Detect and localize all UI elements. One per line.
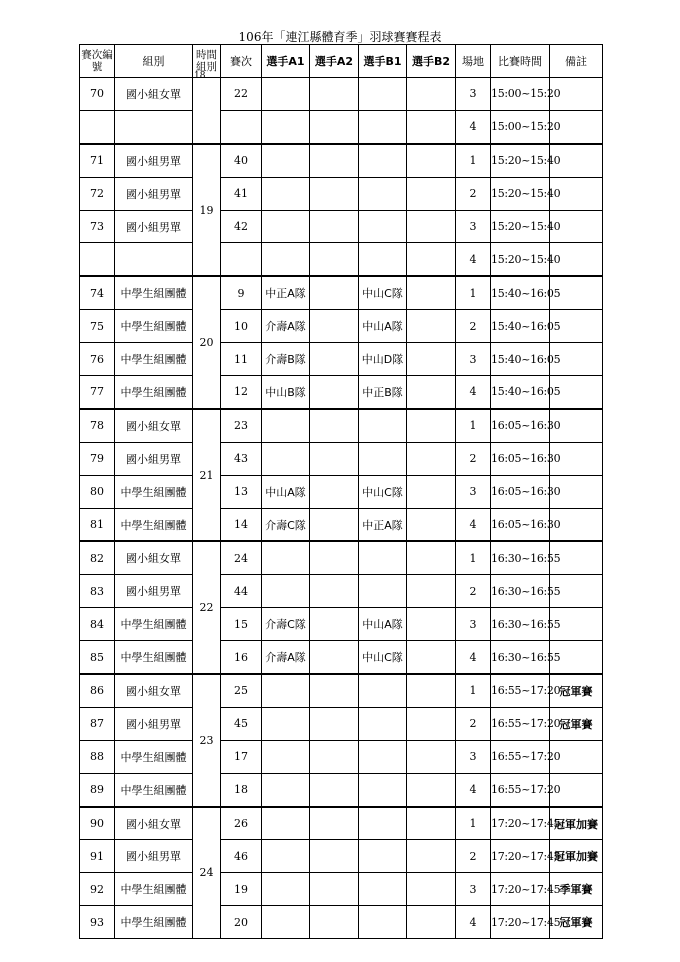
player-a2-cell: [310, 773, 359, 806]
player-b1-cell: [359, 674, 407, 707]
player-b2-cell: [407, 210, 456, 243]
match-time-cell: 16:30~16:55: [491, 541, 550, 574]
table-row: [80, 575, 603, 608]
player-b2-cell: [407, 243, 456, 276]
player-b1-cell: [359, 243, 407, 276]
match-number-cell: 74: [80, 276, 115, 309]
table-row: [80, 376, 603, 409]
player-a1-cell: 中山A隊: [262, 475, 310, 508]
match-number-cell: 86: [80, 674, 115, 707]
header-row: [80, 45, 603, 78]
group-cell: 國小組男單: [115, 575, 193, 608]
match-cell: 14: [221, 508, 262, 541]
court-cell: 4: [456, 906, 491, 939]
match-number-cell: 72: [80, 177, 115, 210]
player-b2-cell: [407, 177, 456, 210]
match-cell: 10: [221, 310, 262, 343]
match-time-cell: 16:05~16:30: [491, 442, 550, 475]
court-cell: 2: [456, 840, 491, 873]
group-cell: 國小組女單: [115, 409, 193, 442]
player-b1-cell: [359, 210, 407, 243]
player-a2-cell: [310, 707, 359, 740]
player-a1-cell: [262, 409, 310, 442]
player-a1-cell: [262, 873, 310, 906]
court-cell: 3: [456, 740, 491, 773]
match-time-cell: 16:30~16:55: [491, 575, 550, 608]
match-time-cell: 15:20~15:40: [491, 210, 550, 243]
player-b1-cell: 中正B隊: [359, 376, 407, 409]
match-time-cell: 17:20~17:45: [491, 840, 550, 873]
player-a1-cell: [262, 773, 310, 806]
match-number-cell: 81: [80, 508, 115, 541]
player-a2-cell: [310, 409, 359, 442]
court-cell: 1: [456, 276, 491, 309]
col-header-notes: 備註: [550, 45, 603, 78]
player-b2-cell: [407, 740, 456, 773]
match-cell: [221, 243, 262, 276]
player-a1-cell: [262, 243, 310, 276]
match-time-cell: 15:40~16:05: [491, 276, 550, 309]
player-b2-cell: [407, 541, 456, 574]
player-a2-cell: [310, 873, 359, 906]
table-row: [80, 906, 603, 939]
match-cell: 16: [221, 641, 262, 674]
match-cell: 23: [221, 409, 262, 442]
group-cell: [115, 110, 193, 143]
player-b1-cell: [359, 773, 407, 806]
match-cell: 18: [221, 773, 262, 806]
match-time-cell: 16:55~17:20: [491, 674, 550, 707]
table-row: [80, 641, 603, 674]
table-row: [80, 276, 603, 309]
table-row: [80, 144, 603, 177]
note-cell: 冠軍賽: [550, 906, 603, 939]
player-b2-cell: [407, 376, 456, 409]
match-cell: 13: [221, 475, 262, 508]
player-b1-cell: 中山D隊: [359, 343, 407, 376]
match-cell: 17: [221, 740, 262, 773]
match-cell: 12: [221, 376, 262, 409]
court-cell: 2: [456, 310, 491, 343]
player-b2-cell: [407, 608, 456, 641]
group-cell: 國小組女單: [115, 674, 193, 707]
player-b2-cell: [407, 475, 456, 508]
group-cell: 國小組男單: [115, 144, 193, 177]
match-cell: 40: [221, 144, 262, 177]
group-cell: 中學生組團體: [115, 906, 193, 939]
player-a2-cell: [310, 740, 359, 773]
match-cell: 20: [221, 906, 262, 939]
player-b1-cell: [359, 177, 407, 210]
court-cell: 1: [456, 807, 491, 840]
player-b1-cell: [359, 110, 407, 143]
match-number-cell: [80, 243, 115, 276]
match-time-cell: 15:00~15:20: [491, 110, 550, 143]
court-cell: 3: [456, 78, 491, 111]
player-a1-cell: [262, 110, 310, 143]
player-b2-cell: [407, 674, 456, 707]
note-cell: 季軍賽: [550, 873, 603, 906]
match-cell: [221, 110, 262, 143]
match-number-cell: 89: [80, 773, 115, 806]
player-b1-cell: 中山C隊: [359, 276, 407, 309]
table-row: [80, 608, 603, 641]
player-a2-cell: [310, 840, 359, 873]
player-a2-cell: [310, 343, 359, 376]
group-cell: 中學生組團體: [115, 608, 193, 641]
player-b2-cell: [407, 110, 456, 143]
table-row: [80, 807, 603, 840]
player-b2-cell: [407, 641, 456, 674]
player-b1-cell: [359, 144, 407, 177]
match-number-cell: 77: [80, 376, 115, 409]
match-cell: 41: [221, 177, 262, 210]
player-a1-cell: 介壽A隊: [262, 310, 310, 343]
match-cell: 15: [221, 608, 262, 641]
player-a1-cell: 中山B隊: [262, 376, 310, 409]
group-cell: 中學生組團體: [115, 641, 193, 674]
player-b1-cell: [359, 906, 407, 939]
court-cell: 4: [456, 641, 491, 674]
match-time-cell: 15:20~15:40: [491, 144, 550, 177]
player-b2-cell: [407, 343, 456, 376]
court-cell: 3: [456, 210, 491, 243]
match-cell: 11: [221, 343, 262, 376]
player-b1-cell: 中山A隊: [359, 310, 407, 343]
group-cell: 國小組男單: [115, 177, 193, 210]
table-row: [80, 177, 603, 210]
player-a1-cell: [262, 78, 310, 111]
player-a1-cell: 介壽B隊: [262, 343, 310, 376]
match-cell: 19: [221, 873, 262, 906]
player-b2-cell: [407, 508, 456, 541]
player-a2-cell: [310, 475, 359, 508]
court-cell: 4: [456, 110, 491, 143]
group-cell: 中學生組團體: [115, 310, 193, 343]
match-cell: 44: [221, 575, 262, 608]
match-cell: 26: [221, 807, 262, 840]
player-a2-cell: [310, 144, 359, 177]
match-time-cell: 17:20~17:45: [491, 906, 550, 939]
player-a2-cell: [310, 807, 359, 840]
group-cell: 中學生組團體: [115, 376, 193, 409]
schedule-table: [79, 44, 603, 939]
court-cell: 2: [456, 442, 491, 475]
court-cell: 1: [456, 409, 491, 442]
player-b2-cell: [407, 906, 456, 939]
match-cell: 46: [221, 840, 262, 873]
match-time-cell: 16:05~16:30: [491, 409, 550, 442]
match-number-cell: 91: [80, 840, 115, 873]
col-header-player-b2: 選手B2: [407, 45, 456, 78]
table-row: [80, 78, 603, 111]
court-cell: 3: [456, 873, 491, 906]
match-number-cell: 73: [80, 210, 115, 243]
match-time-cell: 15:40~16:05: [491, 343, 550, 376]
player-a2-cell: [310, 276, 359, 309]
player-a1-cell: 介壽C隊: [262, 608, 310, 641]
player-b2-cell: [407, 840, 456, 873]
col-header-player-b1: 選手B1: [359, 45, 407, 78]
col-header-match-time: 比賽時間: [491, 45, 550, 78]
player-a1-cell: [262, 144, 310, 177]
match-time-cell: 16:55~17:20: [491, 707, 550, 740]
player-b1-cell: [359, 541, 407, 574]
match-cell: 45: [221, 707, 262, 740]
player-a1-cell: [262, 740, 310, 773]
player-b2-cell: [407, 707, 456, 740]
player-a2-cell: [310, 177, 359, 210]
table-row: [80, 409, 603, 442]
court-cell: 1: [456, 541, 491, 574]
match-number-cell: 71: [80, 144, 115, 177]
match-cell: 25: [221, 674, 262, 707]
match-time-cell: 15:20~15:40: [491, 243, 550, 276]
player-b1-cell: [359, 807, 407, 840]
time-group-cell: 23: [193, 674, 221, 807]
group-cell: 國小組女單: [115, 807, 193, 840]
player-b1-cell: [359, 740, 407, 773]
player-b2-cell: [407, 773, 456, 806]
col-header-match: 賽次: [221, 45, 262, 78]
player-a1-cell: 中正A隊: [262, 276, 310, 309]
time-group-cell: 24: [193, 807, 221, 939]
table-row: [80, 475, 603, 508]
player-b2-cell: [407, 575, 456, 608]
table-row: [80, 740, 603, 773]
group-cell: 國小組男單: [115, 840, 193, 873]
note-cell: 冠軍加賽: [550, 807, 603, 840]
table-row: [80, 110, 603, 143]
match-cell: 42: [221, 210, 262, 243]
match-cell: 24: [221, 541, 262, 574]
note-cell: 冠軍賽: [550, 674, 603, 707]
player-a2-cell: [310, 210, 359, 243]
match-time-cell: 17:20~17:45: [491, 873, 550, 906]
court-cell: 1: [456, 144, 491, 177]
match-number-cell: 84: [80, 608, 115, 641]
match-number-cell: 90: [80, 807, 115, 840]
match-number-cell: 87: [80, 707, 115, 740]
col-header-match-number: 賽次編號: [80, 45, 115, 78]
player-b1-cell: 中山A隊: [359, 608, 407, 641]
match-time-cell: 15:00~15:20: [491, 78, 550, 111]
player-a2-cell: [310, 508, 359, 541]
group-cell: 中學生組團體: [115, 740, 193, 773]
player-a1-cell: [262, 210, 310, 243]
player-a2-cell: [310, 243, 359, 276]
player-b1-cell: [359, 409, 407, 442]
match-number-cell: 92: [80, 873, 115, 906]
player-b2-cell: [407, 78, 456, 111]
match-cell: 9: [221, 276, 262, 309]
player-a2-cell: [310, 376, 359, 409]
player-b2-cell: [407, 310, 456, 343]
player-b2-cell: [407, 409, 456, 442]
match-cell: 22: [221, 78, 262, 111]
col-header-player-a1: 選手A1: [262, 45, 310, 78]
match-number-cell: 85: [80, 641, 115, 674]
match-time-cell: 15:40~16:05: [491, 376, 550, 409]
match-number-cell: 80: [80, 475, 115, 508]
player-b1-cell: [359, 575, 407, 608]
player-b1-cell: [359, 78, 407, 111]
player-b2-cell: [407, 873, 456, 906]
player-a2-cell: [310, 674, 359, 707]
table-row: [80, 310, 603, 343]
group-cell: 國小組男單: [115, 442, 193, 475]
match-number-cell: 79: [80, 442, 115, 475]
player-a2-cell: [310, 541, 359, 574]
player-a1-cell: [262, 707, 310, 740]
court-cell: 1: [456, 674, 491, 707]
match-number-cell: 82: [80, 541, 115, 574]
match-time-cell: 16:55~17:20: [491, 773, 550, 806]
player-a1-cell: [262, 674, 310, 707]
table-row: [80, 541, 603, 574]
match-number-cell: 93: [80, 906, 115, 939]
court-cell: 4: [456, 508, 491, 541]
table-row: [80, 840, 603, 873]
table-row: [80, 442, 603, 475]
match-time-cell: 16:55~17:20: [491, 740, 550, 773]
match-number-cell: 70: [80, 78, 115, 111]
col-header-time-group: 時間組別: [193, 45, 221, 78]
match-number-cell: 88: [80, 740, 115, 773]
player-b1-cell: [359, 873, 407, 906]
table-row: [80, 773, 603, 806]
group-cell: 中學生組團體: [115, 475, 193, 508]
group-cell: 國小組女單: [115, 541, 193, 574]
time-group-cell: [193, 78, 221, 144]
player-b1-cell: 中山C隊: [359, 641, 407, 674]
player-a1-cell: [262, 807, 310, 840]
match-number-cell: 75: [80, 310, 115, 343]
time-group-cell: 19: [193, 144, 221, 277]
player-b2-cell: [407, 276, 456, 309]
court-cell: 3: [456, 608, 491, 641]
match-time-cell: 15:20~15:40: [491, 177, 550, 210]
player-a1-cell: 介壽C隊: [262, 508, 310, 541]
table-row: [80, 210, 603, 243]
player-a1-cell: 介壽A隊: [262, 641, 310, 674]
court-cell: 4: [456, 243, 491, 276]
match-time-cell: 16:30~16:55: [491, 641, 550, 674]
player-a1-cell: [262, 906, 310, 939]
table-row: [80, 873, 603, 906]
player-a2-cell: [310, 575, 359, 608]
table-row: [80, 508, 603, 541]
court-cell: 2: [456, 177, 491, 210]
group-cell: [115, 243, 193, 276]
court-cell: 2: [456, 707, 491, 740]
match-number-cell: [80, 110, 115, 143]
table-row: [80, 674, 603, 707]
table-row: [80, 243, 603, 276]
court-cell: 4: [456, 773, 491, 806]
player-a2-cell: [310, 641, 359, 674]
page-title: 106年「連江縣體育季」羽球賽賽程表: [238, 30, 442, 44]
group-cell: 中學生組團體: [115, 773, 193, 806]
match-time-cell: 16:05~16:30: [491, 508, 550, 541]
player-a2-cell: [310, 310, 359, 343]
match-time-cell: 15:40~16:05: [491, 310, 550, 343]
time-group-cell: 21: [193, 409, 221, 542]
time-group-cell: 20: [193, 276, 221, 409]
match-cell: 43: [221, 442, 262, 475]
group-cell: 中學生組團體: [115, 276, 193, 309]
table-row: [80, 343, 603, 376]
player-b1-cell: [359, 707, 407, 740]
group-cell: 中學生組團體: [115, 508, 193, 541]
note-cell: 冠軍賽: [550, 707, 603, 740]
player-a1-cell: [262, 442, 310, 475]
player-a2-cell: [310, 906, 359, 939]
col-header-group: 組別: [115, 45, 193, 78]
table-row: [80, 707, 603, 740]
court-cell: 3: [456, 475, 491, 508]
group-cell: 中學生組團體: [115, 873, 193, 906]
player-a1-cell: [262, 840, 310, 873]
court-cell: 2: [456, 575, 491, 608]
player-a2-cell: [310, 78, 359, 111]
match-time-cell: 17:20~17:45: [491, 807, 550, 840]
player-b1-cell: [359, 840, 407, 873]
court-cell: 3: [456, 343, 491, 376]
note-cell: 冠軍加賽: [550, 840, 603, 873]
match-time-cell: 16:30~16:55: [491, 608, 550, 641]
player-b2-cell: [407, 442, 456, 475]
match-number-cell: 78: [80, 409, 115, 442]
player-a2-cell: [310, 110, 359, 143]
time-group-cell: 22: [193, 541, 221, 674]
player-a2-cell: [310, 442, 359, 475]
group-cell: 國小組女單: [115, 78, 193, 111]
cut-slot-label: 18: [194, 71, 206, 81]
match-time-cell: 16:05~16:30: [491, 475, 550, 508]
player-b1-cell: [359, 442, 407, 475]
player-a1-cell: [262, 575, 310, 608]
group-cell: 國小組男單: [115, 210, 193, 243]
player-a1-cell: [262, 541, 310, 574]
player-b1-cell: 中山C隊: [359, 475, 407, 508]
match-number-cell: 76: [80, 343, 115, 376]
player-b2-cell: [407, 144, 456, 177]
player-b1-cell: 中正A隊: [359, 508, 407, 541]
group-cell: 中學生組團體: [115, 343, 193, 376]
court-cell: 4: [456, 376, 491, 409]
group-cell: 國小組男單: [115, 707, 193, 740]
player-a1-cell: [262, 177, 310, 210]
match-number-cell: 83: [80, 575, 115, 608]
player-b2-cell: [407, 807, 456, 840]
player-a2-cell: [310, 608, 359, 641]
col-header-player-a2: 選手A2: [310, 45, 359, 78]
col-header-court: 場地: [456, 45, 491, 78]
